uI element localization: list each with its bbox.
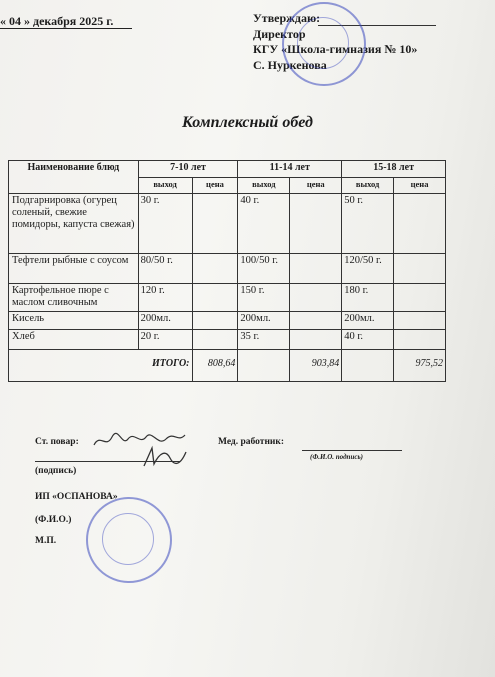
price-value — [192, 194, 238, 254]
yield-value: 35 г. — [238, 330, 290, 350]
column-header-yield: выход — [138, 178, 192, 194]
second-signature — [140, 444, 190, 474]
price-value — [192, 312, 238, 330]
dish-name: Картофельное пюре с маслом сливочным — [9, 284, 139, 312]
price-value — [290, 254, 342, 284]
price-value — [394, 330, 446, 350]
price-value — [290, 312, 342, 330]
column-header-price: цена — [192, 178, 238, 194]
price-value — [290, 284, 342, 312]
document-date: « 04 » декабря 2025 г. — [0, 14, 114, 28]
yield-value: 120/50 г. — [342, 254, 394, 284]
seal-place: М.П. — [35, 536, 57, 546]
price-value — [192, 330, 238, 350]
yield-value: 200мл. — [138, 312, 192, 330]
date-underline — [0, 28, 132, 29]
price-value — [394, 194, 446, 254]
column-header-price: цена — [394, 178, 446, 194]
table-row — [9, 194, 446, 254]
price-value — [290, 330, 342, 350]
price-value — [192, 284, 238, 312]
medic-signature-line — [302, 450, 402, 451]
total-empty-cell — [238, 350, 290, 382]
medic-label: Мед. работник: — [218, 437, 285, 447]
yield-value: 100/50 г. — [238, 254, 290, 284]
price-value — [394, 284, 446, 312]
price-value — [192, 254, 238, 284]
table-row — [9, 330, 446, 350]
dish-name: Тефтели рыбные с соусом — [9, 254, 139, 284]
table-row — [9, 254, 446, 284]
total-empty-cell — [342, 350, 394, 382]
column-header-group-3: 15-18 лет — [342, 161, 446, 178]
chef-label: Ст. повар: — [35, 437, 79, 447]
total-row — [9, 350, 446, 382]
total-label: ИТОГО: — [9, 350, 193, 382]
price-value — [394, 312, 446, 330]
column-header-group-2: 11-14 лет — [238, 161, 342, 178]
yield-value: 20 г. — [138, 330, 192, 350]
page-title: Комплексный обед — [182, 114, 313, 131]
medic-caption: (Ф.И.О. подпись) — [310, 453, 363, 461]
yield-value: 50 г. — [342, 194, 394, 254]
supplier-stamp-inner — [102, 513, 154, 565]
supplier-name: ИП «ОСПАНОВА» — [35, 492, 118, 502]
yield-value: 200мл. — [342, 312, 394, 330]
yield-value: 120 г. — [138, 284, 192, 312]
yield-value: 150 г. — [238, 284, 290, 312]
yield-value: 40 г. — [238, 194, 290, 254]
column-header-yield: выход — [238, 178, 290, 194]
school-stamp — [282, 2, 366, 86]
school-stamp-inner — [297, 17, 349, 69]
column-header-price: цена — [290, 178, 342, 194]
yield-value: 200мл. — [238, 312, 290, 330]
column-header-group-1: 7-10 лет — [138, 161, 238, 178]
price-value — [290, 194, 342, 254]
yield-value: 80/50 г. — [138, 254, 192, 284]
table-header-row — [9, 161, 446, 178]
approval-person: С. Нуркенова — [253, 57, 327, 72]
price-value — [394, 254, 446, 284]
dish-name: Кисель — [9, 312, 139, 330]
approval-position: Директор — [253, 26, 306, 41]
yield-value: 180 г. — [342, 284, 394, 312]
total-value: 975,52 — [394, 350, 446, 382]
signature-caption: (подпись) — [35, 466, 77, 476]
column-header-dish: Наименование блюд — [9, 161, 139, 194]
second-signature-drawing — [140, 444, 190, 470]
approval-title: Утверждаю: — [253, 11, 321, 25]
supplier-stamp — [86, 497, 172, 583]
dish-name: Хлеб — [9, 330, 139, 350]
column-header-yield: выход — [342, 178, 394, 194]
dish-name: Подгарнировка (огурец соленый, свежие помидоры, капуста свежая) — [9, 194, 139, 254]
approval-organization: КГУ «Школа-гимназия № 10» — [253, 42, 418, 56]
menu-table — [8, 160, 446, 382]
table-row — [9, 284, 446, 312]
total-value: 808,64 — [192, 350, 238, 382]
total-value: 903,84 — [290, 350, 342, 382]
yield-value: 40 г. — [342, 330, 394, 350]
yield-value: 30 г. — [138, 194, 192, 254]
table-row — [9, 312, 446, 330]
fio-caption: (Ф.И.О.) — [35, 515, 72, 525]
